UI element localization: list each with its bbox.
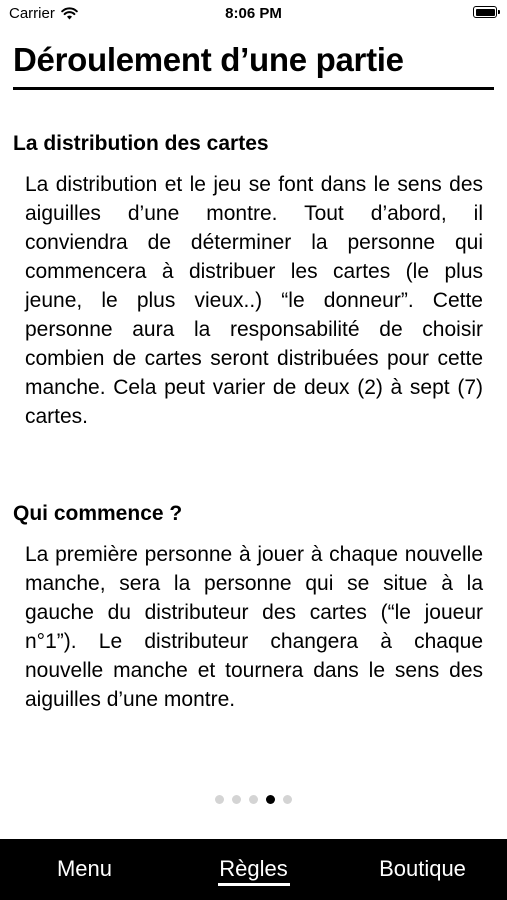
status-bar	[0, 0, 507, 30]
tab-menu[interactable]	[0, 839, 169, 900]
status-time: 8:06 PM	[225, 5, 282, 22]
page-dot[interactable]	[283, 795, 292, 804]
page-dot[interactable]	[266, 795, 275, 804]
tab-selected-indicator	[218, 883, 290, 886]
title-divider	[13, 87, 494, 90]
page-dot[interactable]	[249, 795, 258, 804]
page-indicator[interactable]	[0, 795, 507, 804]
battery-icon	[473, 6, 497, 18]
tab-regles[interactable]	[169, 839, 338, 900]
section-body-distribution: La distribution et le jeu se font dans le sens des aiguilles d’une montre. Tout d’abord, il conviendra de déterminer la personne qui commencera à distribuer les cartes (le plus jeune, le plus vieux..) “le donneur”. Cette personne aura la responsabilité de choisir combien de cartes seront distribuées pour cette manche. Cela peut varier de deux (2) à sept (7) cartes.	[25, 173, 483, 428]
section-body-qui-commence: La première personne à jouer à chaque nouvelle manche, sera la personne qui se situe à la gauche du distributeur des cartes (“le joueur n°1”). Le distributeur changera à chaque nouvelle manche et tournera dans le sens des aiguilles d’une montre.	[25, 543, 483, 711]
tab-label-boutique: Boutique	[379, 855, 466, 881]
section-heading-qui-commence: Qui commence ?	[13, 502, 183, 525]
section-heading-distribution: La distribution des cartes	[13, 132, 269, 155]
page-title: Déroulement d’une partie	[13, 41, 404, 78]
battery-fill	[476, 9, 495, 16]
tab-label-menu: Menu	[56, 855, 113, 881]
tab-boutique[interactable]	[338, 839, 507, 900]
page-dot[interactable]	[215, 795, 224, 804]
page-dot[interactable]	[232, 795, 241, 804]
carrier-label: Carrier	[9, 5, 55, 22]
tab-bar	[0, 839, 507, 900]
tab-label-regles: Règles	[219, 855, 288, 881]
